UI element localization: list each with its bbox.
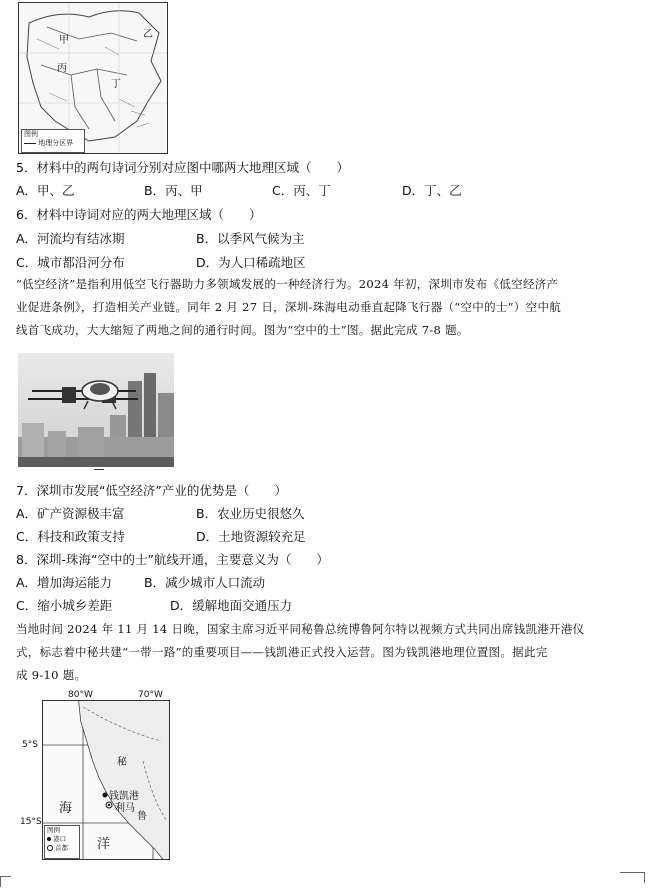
material-paragraph-chancay-port	[16, 618, 646, 688]
question-5-option-c: C．丙、丁	[272, 183, 331, 198]
question-5-option-d: D．丁、乙	[402, 183, 462, 198]
question-8-option-c: C．缩小城乡差距	[16, 598, 113, 613]
region-bing-label: 丙	[57, 63, 67, 74]
boundary-line-symbol	[24, 143, 36, 144]
chancay-port-label: 钱凯港	[109, 791, 139, 802]
question-7-stem: 7．深圳市发展“低空经济”产业的优势是（ ）	[16, 483, 287, 498]
paragraph-2-line-2: 式，标志着中秘共建“一带一路”的重要项目——钱凯港正式投入运营。图为钱凯港地理位置图。据此完	[16, 645, 548, 659]
question-7-option-c: C．科技和政策支持	[16, 529, 125, 544]
air-taxi-photo-drawing	[18, 353, 174, 467]
map3-legend-port: 港口	[53, 835, 67, 843]
map1-legend-title: 图例	[24, 130, 38, 138]
map1-legend-item: 地理分区界	[38, 139, 74, 147]
question-7-option-b: B．农业历史很悠久	[196, 506, 305, 521]
paragraph-1-line-1: “低空经济”是指利用低空飞行器助力多领域发展的一种经济行为。2024 年初，深圳市发布《低空经济产	[16, 277, 559, 291]
country-label-lu: 鲁	[137, 811, 147, 822]
map1-legend	[21, 129, 85, 153]
region-ding-label: 丁	[111, 79, 121, 90]
photo-caption-mark	[94, 469, 104, 470]
question-5-stem: 5．材料中的两句诗词分别对应图中哪两大地理区域（ ）	[16, 160, 349, 175]
map3-legend-capital: 首都	[55, 844, 69, 852]
question-6-option-d: D．为人口稀疏地区	[196, 255, 306, 270]
paragraph-1-line-3: 线首飞成功，大大缩短了两地之间的通行时间。图为“空中的士”图。据此完成 7-8 题。	[16, 323, 469, 337]
question-8-option-a: A．增加海运能力	[16, 575, 113, 590]
question-8-stem: 8．深圳-珠海“空中的士”航线开通，主要意义为（ ）	[16, 552, 329, 567]
paragraph-2-line-1: 当地时间 2024 年 11 月 14 日晚，国家主席习近平同秘鲁总统博鲁阿尔特以视频方式共同出席钱凯港开港仪	[16, 622, 585, 636]
port-symbol-icon	[47, 837, 51, 841]
chancay-port-map	[42, 700, 170, 860]
capital-symbol-icon	[47, 845, 53, 851]
paragraph-1-line-2: 业促进条例》，打造相关产业链。同年 2 月 27 日，深圳-珠海电动垂直起降飞行器（“空中的士”）空中航	[16, 300, 562, 314]
question-6-option-b: B．以季风气候为主	[196, 231, 305, 246]
question-6-stem: 6．材料中诗词对应的两大地理区域（ ）	[16, 207, 262, 222]
ocean-label-yang: 洋	[97, 837, 111, 852]
region-jia-label: 甲	[59, 35, 69, 46]
question-6-option-a: A．河流均有结冰期	[16, 231, 125, 246]
page-corner-mark-left	[0, 876, 11, 887]
chancay-map-lon-label-80w: 80°W	[68, 690, 93, 700]
material-paragraph-low-altitude	[16, 273, 646, 343]
map3-legend	[44, 825, 80, 859]
paragraph-2-line-3: 成 9-10 题。	[16, 668, 87, 682]
region-yi-label: 乙	[143, 29, 153, 40]
chancay-map-lon-label-70w: 70°W	[138, 690, 163, 700]
chancay-port-marker	[103, 793, 108, 798]
question-5-option-b: B．丙、甲	[144, 183, 203, 198]
map3-legend-title: 图例	[47, 826, 60, 834]
page-corner-mark-right	[620, 872, 645, 883]
chancay-map-lat-label-5s: 5°S	[22, 740, 38, 750]
ocean-label-hai: 海	[59, 801, 73, 816]
question-8-option-d: D．缓解地面交通压力	[170, 598, 293, 613]
country-label-bi: 秘	[117, 757, 127, 768]
china-regions-map	[18, 2, 168, 154]
question-5-option-a: A．甲、乙	[16, 183, 75, 198]
question-8-option-b: B．减少城市人口流动	[144, 575, 266, 590]
question-6-option-c: C．城市都沿河分布	[16, 255, 125, 270]
question-7-option-a: A．矿产资源极丰富	[16, 506, 125, 521]
lima-label: 利马	[115, 803, 135, 814]
question-7-option-d: D．土地资源较充足	[196, 529, 306, 544]
air-taxi-photo	[18, 353, 174, 467]
chancay-map-lat-label-15s: 15°S	[20, 817, 42, 827]
